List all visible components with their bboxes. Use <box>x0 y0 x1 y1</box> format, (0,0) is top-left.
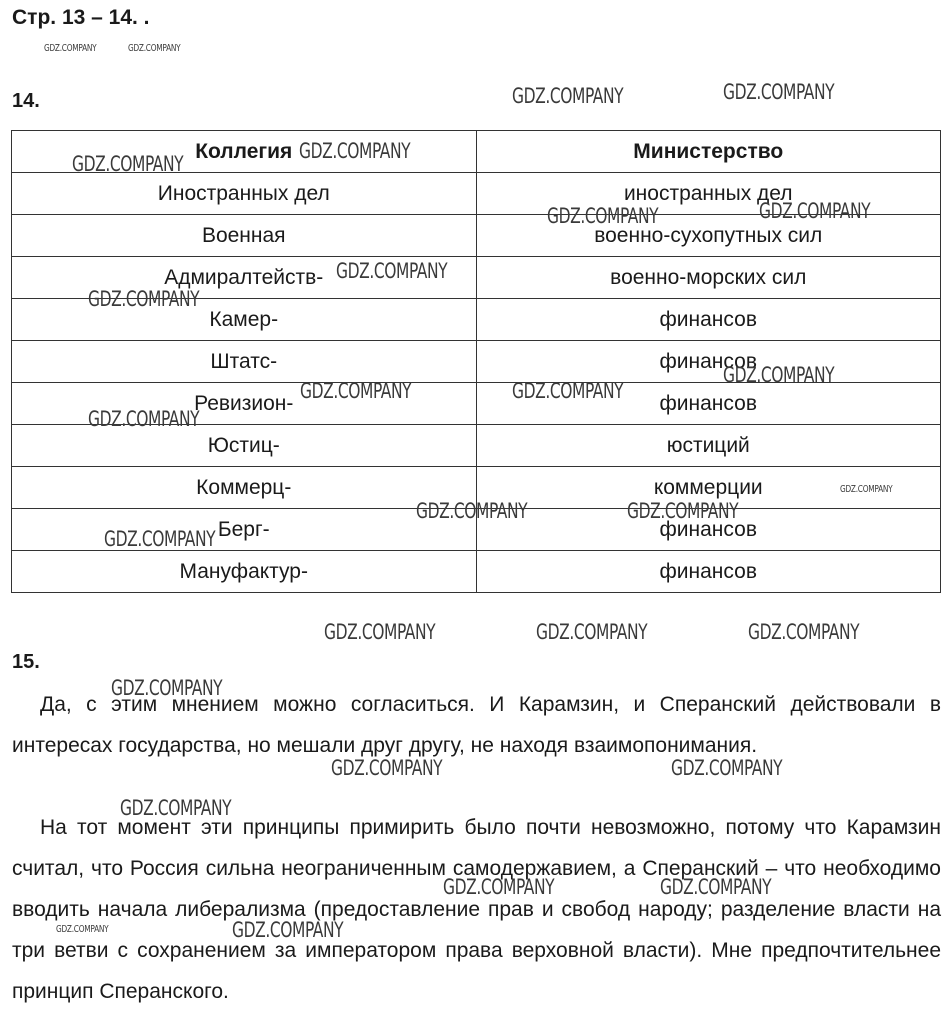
college-cell: Штатс- <box>12 341 477 383</box>
page-title: Стр. 13 – 14. . <box>12 6 150 29</box>
answer-paragraph-1: Да, с этим мнением можно согласиться. И Карамзин, и Сперанский действовали в интересах государства, но мешали друг другу, не находя взаимопонимания. <box>12 693 941 757</box>
college-cell: Военная <box>12 215 477 257</box>
watermark: GDZ.COMPANY <box>72 152 184 176</box>
watermark: GDZ.COMPANY <box>336 259 448 283</box>
watermark: GDZ.COMPANY <box>56 924 109 935</box>
watermark: GDZ.COMPANY <box>300 379 412 403</box>
watermark: GDZ.COMPANY <box>443 875 555 899</box>
ministry-cell: финансов <box>476 551 941 593</box>
ministry-cell: финансов <box>476 299 941 341</box>
watermark: GDZ.COMPANY <box>416 499 528 523</box>
college-cell: Берг- <box>12 509 477 551</box>
column-header-college: Коллегия <box>12 131 477 173</box>
watermark: GDZ.COMPANY <box>104 527 216 551</box>
ministry-cell: финансов <box>476 509 941 551</box>
college-cell: Юстиц- <box>12 425 477 467</box>
watermark: GDZ.COMPANY <box>128 43 181 54</box>
task-14-number: 14. <box>12 90 40 112</box>
watermark: GDZ.COMPANY <box>536 620 648 644</box>
watermark: GDZ.COMPANY <box>120 796 232 820</box>
table-row <box>12 551 941 593</box>
task-15-number: 15. <box>12 651 40 673</box>
college-cell: Иностранных дел <box>12 173 477 215</box>
ministry-cell: юстиций <box>476 425 941 467</box>
watermark: GDZ.COMPANY <box>111 676 223 700</box>
college-cell: Ревизион- <box>12 383 477 425</box>
watermark: GDZ.COMPANY <box>512 84 624 108</box>
watermark: GDZ.COMPANY <box>660 875 772 899</box>
college-cell: Адмиралтейств- <box>12 257 477 299</box>
watermark: GDZ.COMPANY <box>723 80 835 104</box>
watermark: GDZ.COMPANY <box>324 620 436 644</box>
watermark: GDZ.COMPANY <box>232 918 344 942</box>
watermark: GDZ.COMPANY <box>299 139 411 163</box>
watermark: GDZ.COMPANY <box>512 379 624 403</box>
watermark: GDZ.COMPANY <box>44 43 97 54</box>
watermark: GDZ.COMPANY <box>88 287 200 311</box>
ministry-cell: финансов <box>476 383 941 425</box>
watermark: GDZ.COMPANY <box>748 620 860 644</box>
college-cell: Мануфактур- <box>12 551 477 593</box>
watermark: GDZ.COMPANY <box>759 199 871 223</box>
watermark: GDZ.COMPANY <box>88 407 200 431</box>
column-header-ministry: Министерство <box>476 131 941 173</box>
college-cell: Камер- <box>12 299 477 341</box>
watermark: GDZ.COMPANY <box>840 484 893 495</box>
ministry-cell: военно-морских сил <box>476 257 941 299</box>
ministry-cell: финансов <box>476 341 941 383</box>
watermark: GDZ.COMPANY <box>627 499 739 523</box>
ministry-cell: военно-сухопутных сил <box>476 215 941 257</box>
ministry-cell: коммерции <box>476 467 941 509</box>
watermark: GDZ.COMPANY <box>723 363 835 387</box>
college-cell: Коммерц- <box>12 467 477 509</box>
answer-paragraph-2: На тот момент эти принципы примирить было почти невозможно, потому что Карамзин считал, что Россия сильна неограниченным самодержавием, а Сперанский – что необходимо вводить начала либерализма (предоставление прав и свобод народу; разделение власти на три ветви с сохранением за императором права верховной власти). Мне предпочтительнее принцип Сперанского. <box>12 816 941 1003</box>
ministry-cell: иностранных дел <box>476 173 941 215</box>
watermark: GDZ.COMPANY <box>547 204 659 228</box>
watermark: GDZ.COMPANY <box>671 756 783 780</box>
watermark: GDZ.COMPANY <box>331 756 443 780</box>
